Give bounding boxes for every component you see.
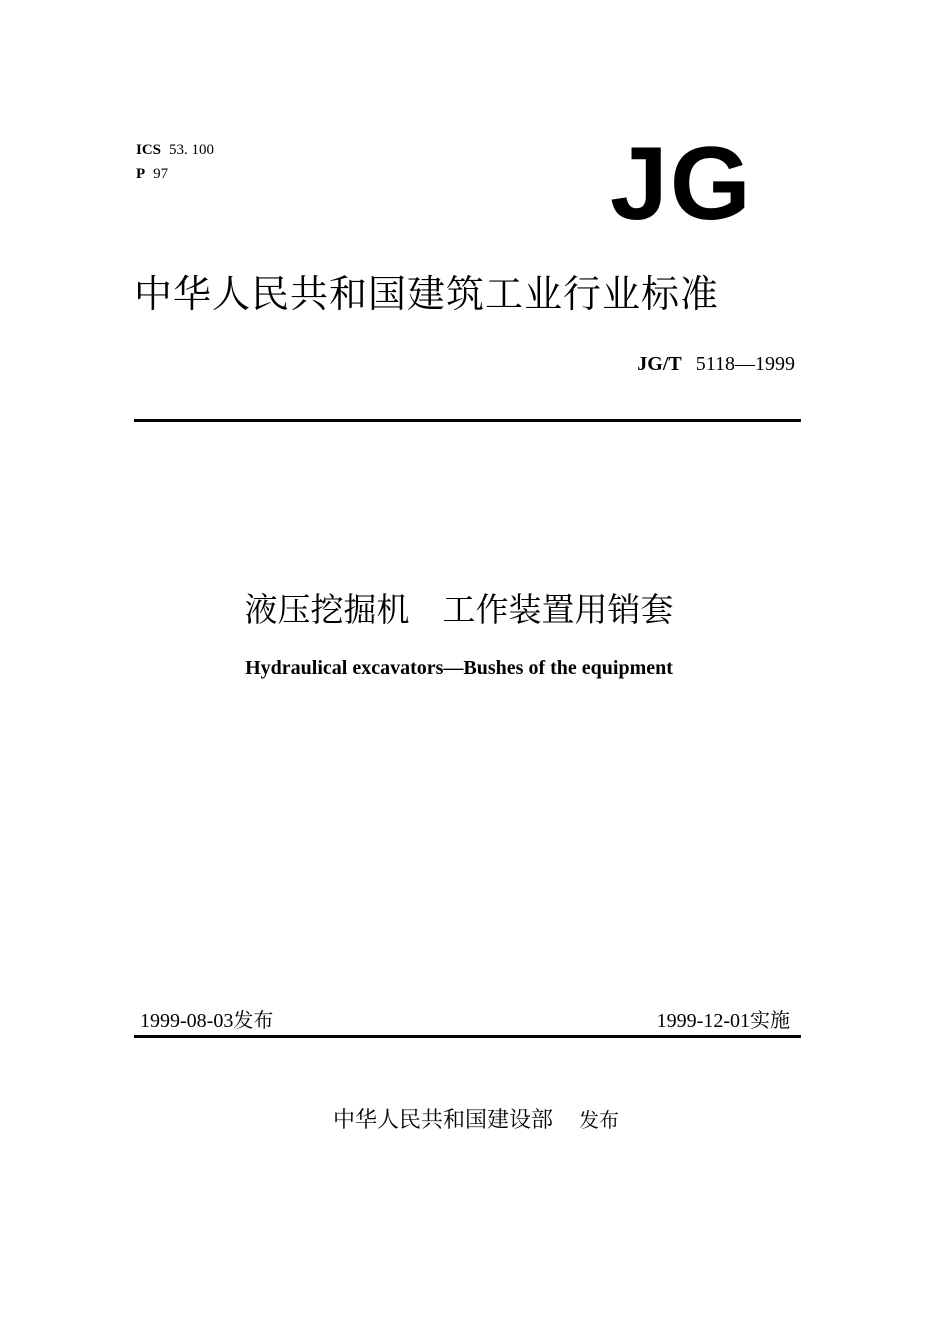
effective-date: 1999-12-01 [656,1010,750,1032]
standard-title: 中华人民共和国建筑工业行业标准 [134,272,720,316]
issuer-line [0,1072,938,1137]
jg-logo: JG [610,126,753,242]
effective-label: 实施 [750,1008,790,1032]
effective-date-line [657,1006,790,1035]
p-line [136,162,214,186]
p-value: 97 [153,166,169,182]
document-title-english: Hydraulical excavators—Bushes of the equipment [245,657,673,679]
classification-block [136,138,214,186]
issued-date-line [140,1006,273,1035]
ics-value: 53. 100 [169,142,215,158]
standard-code-prefix: JG/T [637,353,682,375]
top-divider [134,419,801,422]
p-label: P [136,166,146,182]
issuer-name: 中华人民共和国建设部 [332,1108,553,1133]
ics-line [136,138,214,162]
issued-label: 发布 [233,1008,274,1032]
issued-date: 1999-08-03 [140,1010,234,1032]
standard-code-number: 5118—1999 [695,353,795,375]
ics-label: ICS [136,142,162,158]
issuer-action: 发布 [579,1108,619,1132]
bottom-divider [134,1035,801,1038]
standard-code [637,350,795,378]
document-title-chinese: 液压挖掘机 工作装置用销套 [244,590,674,629]
